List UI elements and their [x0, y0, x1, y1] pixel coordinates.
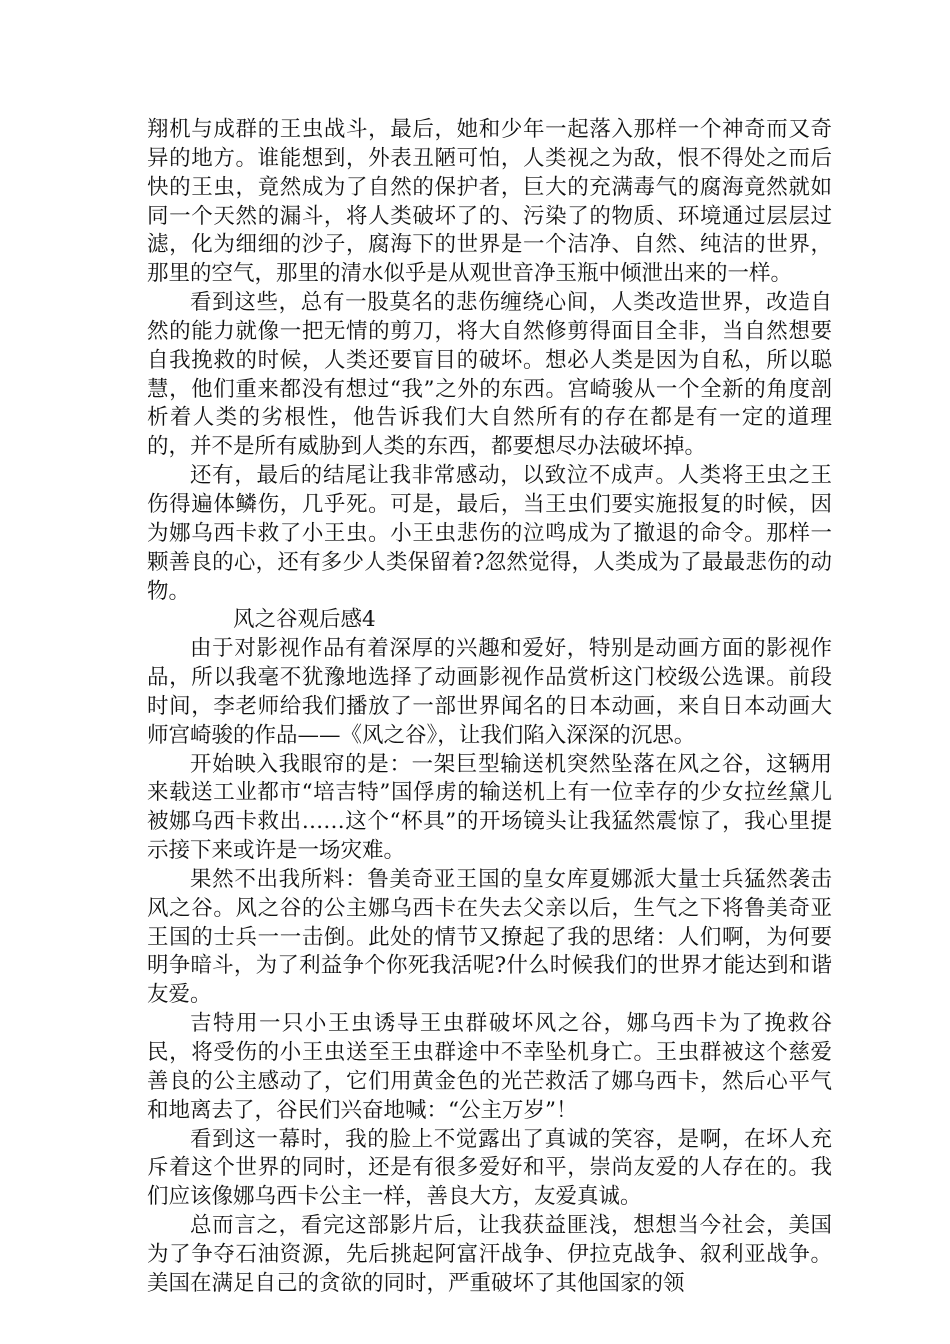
- paragraph: 还有，最后的结尾让我非常感动，以致泣不成声。人类将王虫之王伤得遍体鳞伤，几乎死。可是，最后，当王虫们要实施报复的时候，因为娜乌西卡救了小王虫。小王虫悲伤的泣鸣成为了撤退的命令。那样一颗善良的心，还有多少人类保留着?忽然觉得，人类成为了最最悲伤的动物。: [147, 463, 832, 604]
- paragraph: 开始映入我眼帘的是：一架巨型输送机突然坠落在风之谷，这辆用来载送工业都市“培吉特”国俘虏的输送机上有一位幸存的少女拉丝黛儿被娜乌西卡救出……这个“杯具”的开场镜头让我猛然震惊了，我心里提示接下来或许是一场灾难。: [147, 751, 832, 864]
- document-page: [147, 116, 832, 1299]
- paragraph: 果然不出我所料：鲁美奇亚王国的皇女库夏娜派大量士兵猛然袭击风之谷。风之谷的公主娜乌西卡在失去父亲以后，生气之下将鲁美奇亚王国的士兵一一击倒。此处的情节又撩起了我的思绪：人们啊，为何要明争暗斗，为了利益争个你死我活呢?什么时候我们的世界才能达到和谐友爱。: [147, 866, 832, 1008]
- paragraph: 由于对影视作品有着深厚的兴趣和爱好，特别是动画方面的影视作品，所以我毫不犹豫地选择了动画影视作品赏析这门校级公选课。前段时间，李老师给我们播放了一部世界闻名的日本动画，来自日本动画大师宫崎骏的作品——《风之谷》，让我们陷入深深的沉思。: [147, 636, 832, 748]
- paragraph: 看到这一幕时，我的脸上不觉露出了真诚的笑容，是啊，在坏人充斥着这个世界的同时，还是有很多爱好和平，崇尚友爱的人存在的。我们应该像娜乌西卡公主一样，善良大方，友爱真诚。: [147, 1126, 832, 1210]
- paragraph: 吉特用一只小王虫诱导王虫群破坏风之谷，娜乌西卡为了挽救谷民，将受伤的小王虫送至王虫群途中不幸坠机身亡。王虫群被这个慈爱善良的公主感动了，它们用黄金色的光芒救活了娜乌西卡，然后心平气和地离去了，谷民们兴奋地喊：“公主万岁”！: [147, 1011, 832, 1123]
- paragraph: 总而言之，看完这部影片后，让我获益匪浅，想想当今社会，美国为了争夺石油资源，先后挑起阿富汗战争、伊拉克战争、叙利亚战争。美国在满足自己的贪欲的同时，严重破坏了其他国家的领: [147, 1213, 832, 1296]
- paragraph-continued: 翔机与成群的王虫战斗，最后，她和少年一起落入那样一个神奇而又奇异的地方。谁能想到，外表丑陋可怕，人类视之为敌，恨不得处之而后快的王虫，竟然成为了自然的保护者，巨大的充满毒气的腐海竟然就如同一个天然的漏斗，将人类破坏了的、污染了的物质、环境通过层层过滤，化为细细的沙子，腐海下的世界是一个洁净、自然、纯洁的世界，那里的空气，那里的清水似乎是从观世音净玉瓶中倾泄出来的一样。: [147, 117, 832, 287]
- paragraph: 看到这些，总有一股莫名的悲伤缠绕心间，人类改造世界，改造自然的能力就像一把无情的剪刀，将大自然修剪得面目全非，当自然想要自我挽救的时候，人类还要盲目的破坏。想必人类是因为自私，所以聪慧，他们重来都没有想过“我”之外的东西。宫崎骏从一个全新的角度剖析着人类的劣根性，他告诉我们大自然所有的存在都是有一定的道理的，并不是所有威胁到人类的东西，都要想尽办法破坏掉。: [147, 290, 832, 460]
- section-heading: 风之谷观后感4: [233, 607, 376, 633]
